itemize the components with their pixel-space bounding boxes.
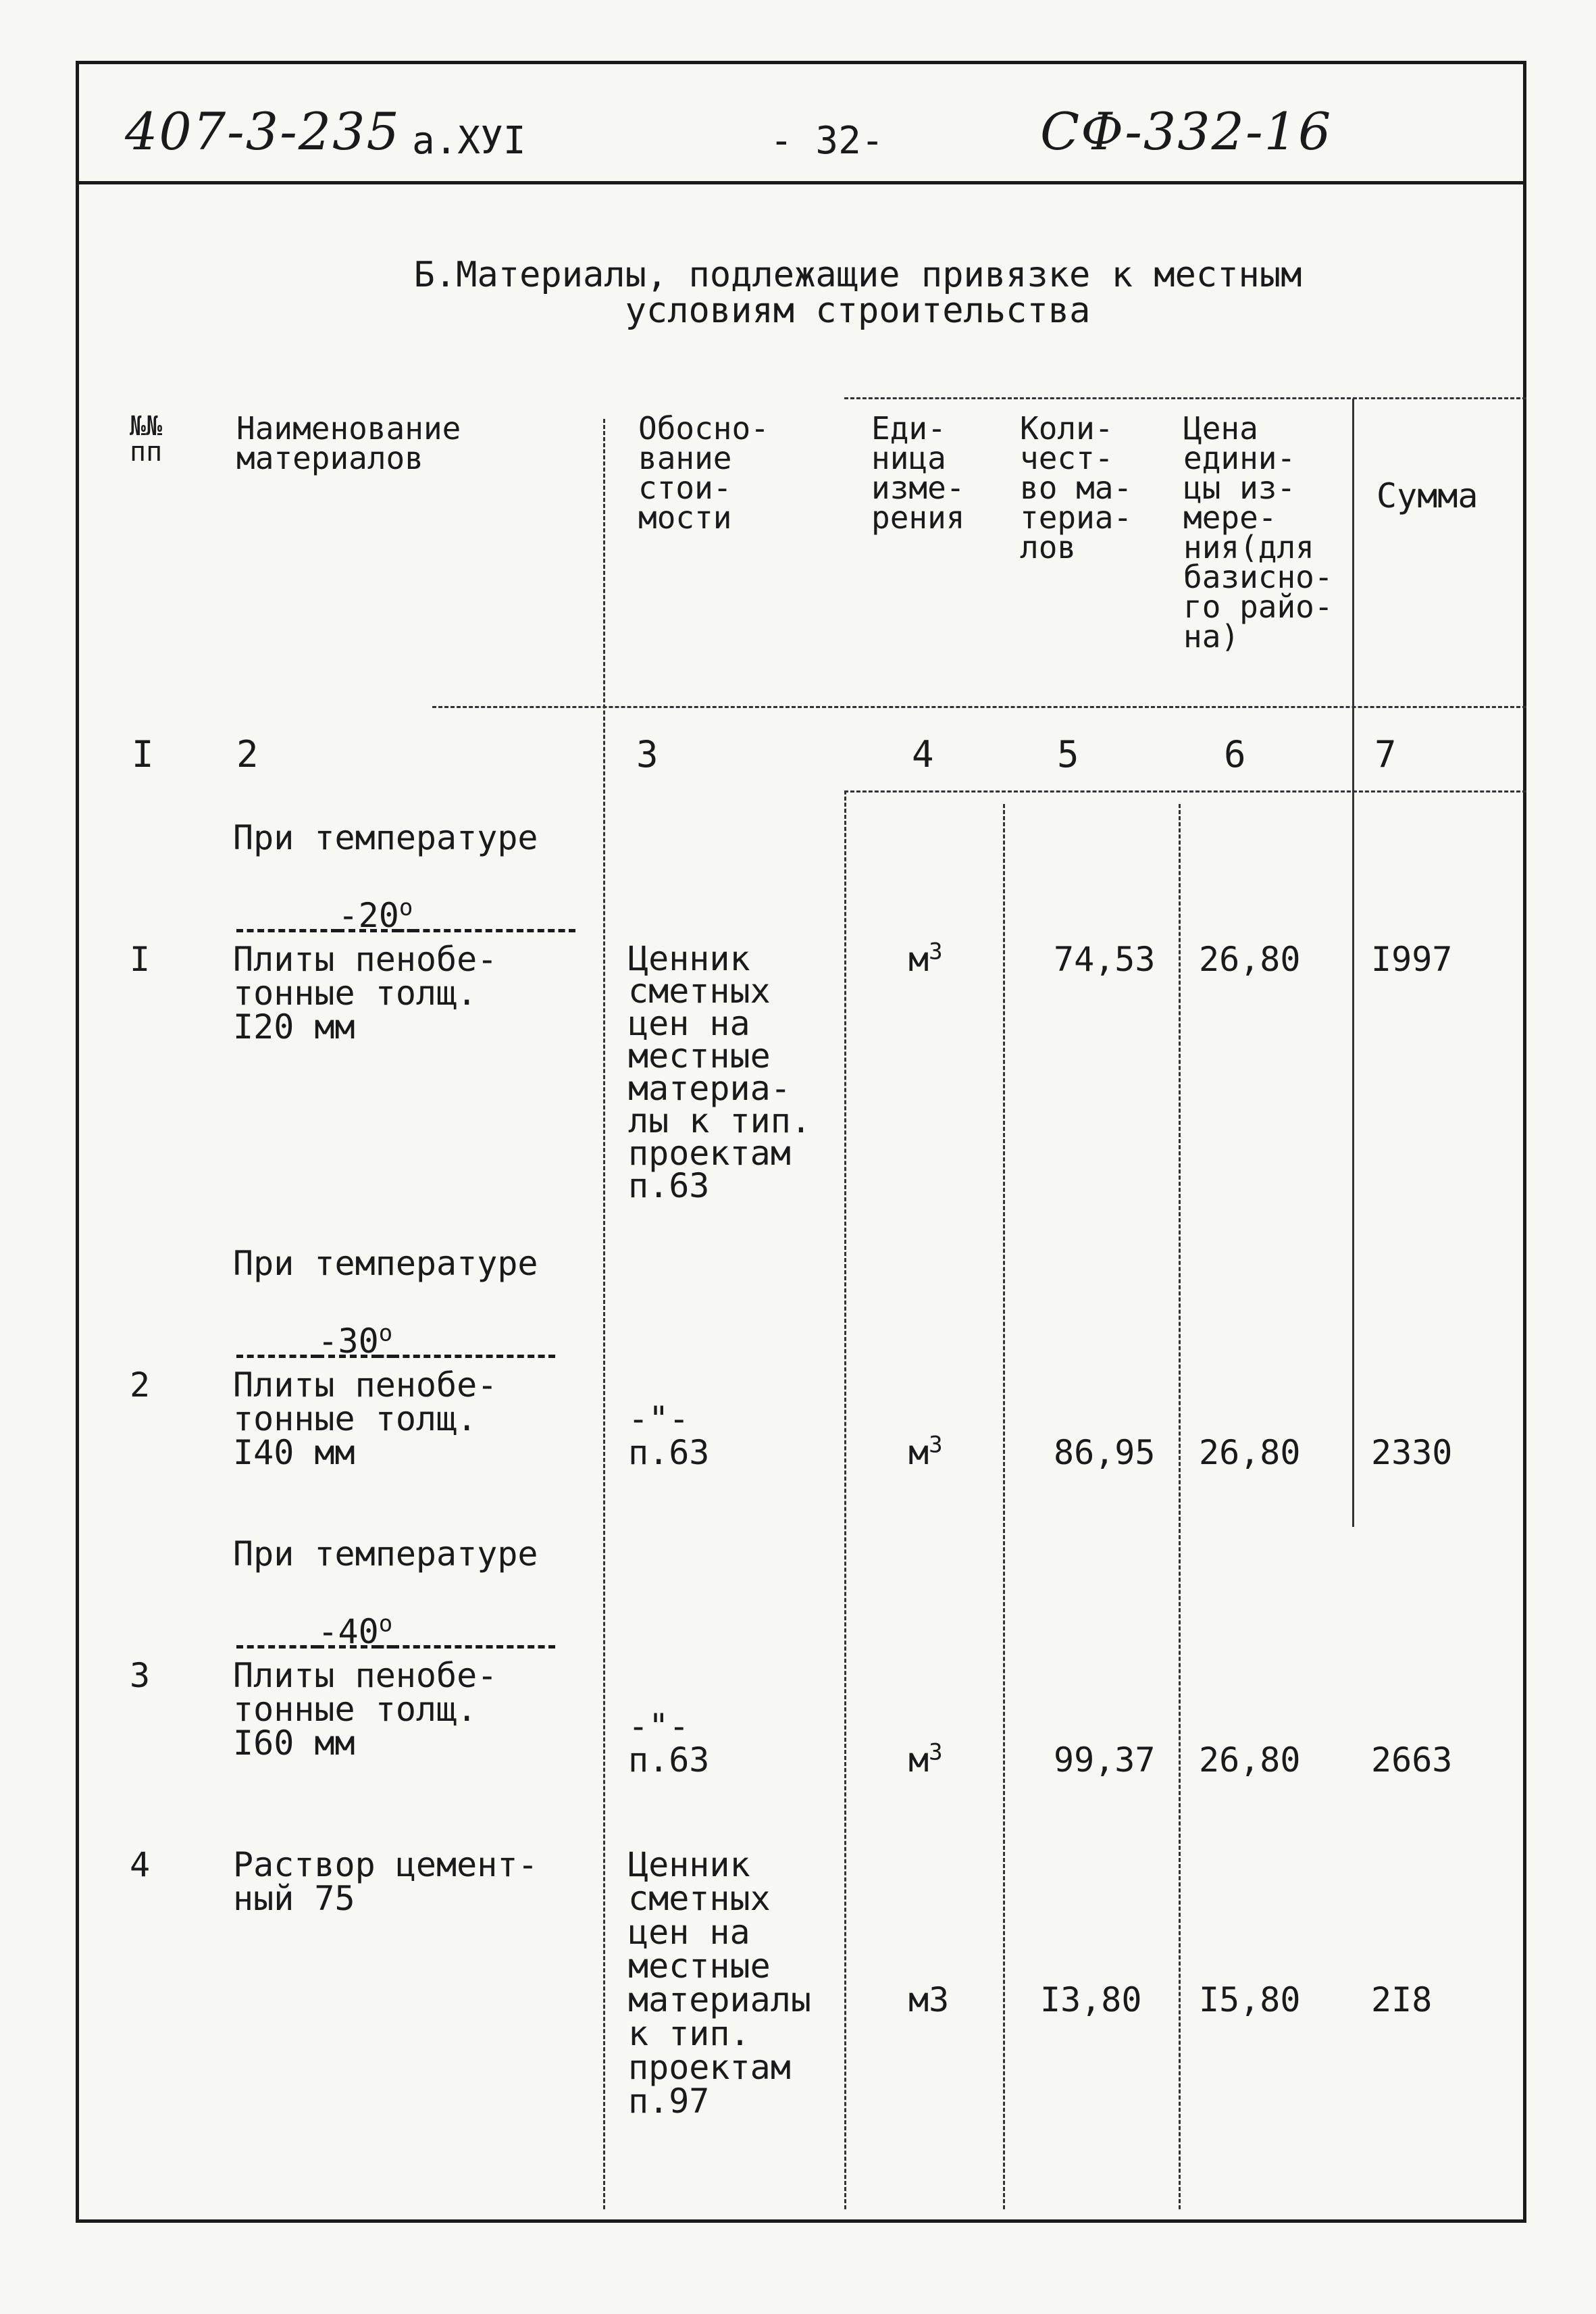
col-sep-basis bbox=[603, 419, 605, 2209]
row4-price: I5,80 bbox=[1199, 1980, 1301, 2019]
doc-code: 407-3-235 bbox=[125, 101, 401, 161]
row4-unit: м3 bbox=[908, 1980, 950, 2019]
row3-price: 26,80 bbox=[1199, 1740, 1301, 1780]
row1-name: Плиты пенобе- тонные толщ. I20 мм bbox=[233, 940, 498, 1047]
row1-unit: $м^3$ bbox=[908, 938, 943, 979]
row3-quantity: 99,37 bbox=[1054, 1740, 1156, 1780]
temp2-value-line: -30$^o$ bbox=[317, 1319, 393, 1361]
row2-sum: 2330 bbox=[1371, 1433, 1453, 1472]
row4-basis: Ценник сметных цен на местные материалы к тип. проектам п.97 bbox=[628, 1845, 811, 2121]
temp2-label: При температуре bbox=[233, 1244, 538, 1283]
row2-number: 2 bbox=[130, 1365, 151, 1405]
row3-basis: -"- п.63 bbox=[628, 1707, 710, 1780]
row4-quantity: I3,80 bbox=[1040, 1980, 1142, 2019]
row1-basis: Ценник сметных цен на местные материа- лы к тип. проектам п.63 bbox=[628, 939, 811, 1205]
row3-number: 3 bbox=[130, 1656, 151, 1695]
row1-quantity: 74,53 bbox=[1054, 940, 1156, 979]
header-sum: Сумма bbox=[1376, 476, 1478, 515]
temp3-value-line: -40$^o$ bbox=[317, 1610, 393, 1651]
row4-number: 4 bbox=[130, 1845, 151, 1884]
section-title-line1: Б.Материалы, подлежащие привязке к местным bbox=[413, 255, 1302, 295]
header-number: №№ пп bbox=[130, 411, 163, 468]
row1-sum: I997 bbox=[1371, 940, 1453, 979]
temp1-value: -20 bbox=[338, 896, 399, 935]
temp1-label: При температуре bbox=[233, 818, 538, 857]
temp1-value-line: -20$^o$ bbox=[338, 894, 413, 935]
colnum-7: 7 bbox=[1374, 733, 1397, 776]
section-title-line2: условиям строительства bbox=[625, 291, 1091, 331]
row1-number: I bbox=[130, 940, 151, 979]
row2-name: Плиты пенобе- тонные толщ. I40 мм bbox=[233, 1365, 498, 1472]
temp3-value: -40 bbox=[317, 1612, 379, 1651]
row2-basis: -"- п.63 bbox=[628, 1399, 710, 1472]
temp3-label: При температуре bbox=[233, 1534, 538, 1574]
col-sep-qty bbox=[1003, 804, 1005, 2209]
page-number: - 32- bbox=[770, 119, 884, 163]
colnum-4: 4 bbox=[912, 733, 934, 776]
sheet-code: СФ-332-16 bbox=[1040, 101, 1333, 161]
row2-price: 26,80 bbox=[1199, 1433, 1301, 1472]
header-bottom-rule bbox=[432, 706, 1526, 708]
row2-quantity: 86,95 bbox=[1054, 1433, 1156, 1472]
header-name: Наименование материалов bbox=[236, 410, 461, 476]
colnum-1: I bbox=[132, 733, 154, 776]
col-sep-unit bbox=[844, 790, 846, 2209]
row1-price: 26,80 bbox=[1199, 940, 1301, 979]
row2-unit: $м^3$ bbox=[908, 1431, 943, 1472]
row4-sum: 2I8 bbox=[1371, 1980, 1433, 2019]
header-top-rule bbox=[844, 397, 1526, 399]
header-basis: Обосно- вание стои- мости bbox=[638, 410, 769, 536]
row3-unit: $м^3$ bbox=[908, 1738, 943, 1780]
colnum-3: 3 bbox=[636, 733, 659, 776]
colnum-2: 2 bbox=[236, 733, 259, 776]
row4-name: Раствор цемент- ный 75 bbox=[233, 1845, 538, 1918]
album-label: а.ХУI bbox=[412, 119, 526, 163]
temp2-value: -30 bbox=[317, 1322, 379, 1361]
col-sep-sum bbox=[1352, 399, 1354, 1527]
row3-name: Плиты пенобе- тонные толщ. I60 мм bbox=[233, 1656, 498, 1763]
header-divider bbox=[76, 181, 1526, 184]
col-sep-price bbox=[1179, 804, 1181, 2209]
header-price: Цена едини- цы из- мере- ния(для базисно- го райо- на) bbox=[1183, 410, 1333, 655]
colnum-bottom-rule bbox=[844, 790, 1526, 793]
colnum-5: 5 bbox=[1057, 733, 1079, 776]
colnum-6: 6 bbox=[1224, 733, 1246, 776]
header-quantity: Коли- чест- во ма- териа- лов bbox=[1020, 410, 1133, 565]
row3-sum: 2663 bbox=[1371, 1740, 1453, 1780]
header-unit: Еди- ница изме- рения bbox=[871, 410, 965, 536]
